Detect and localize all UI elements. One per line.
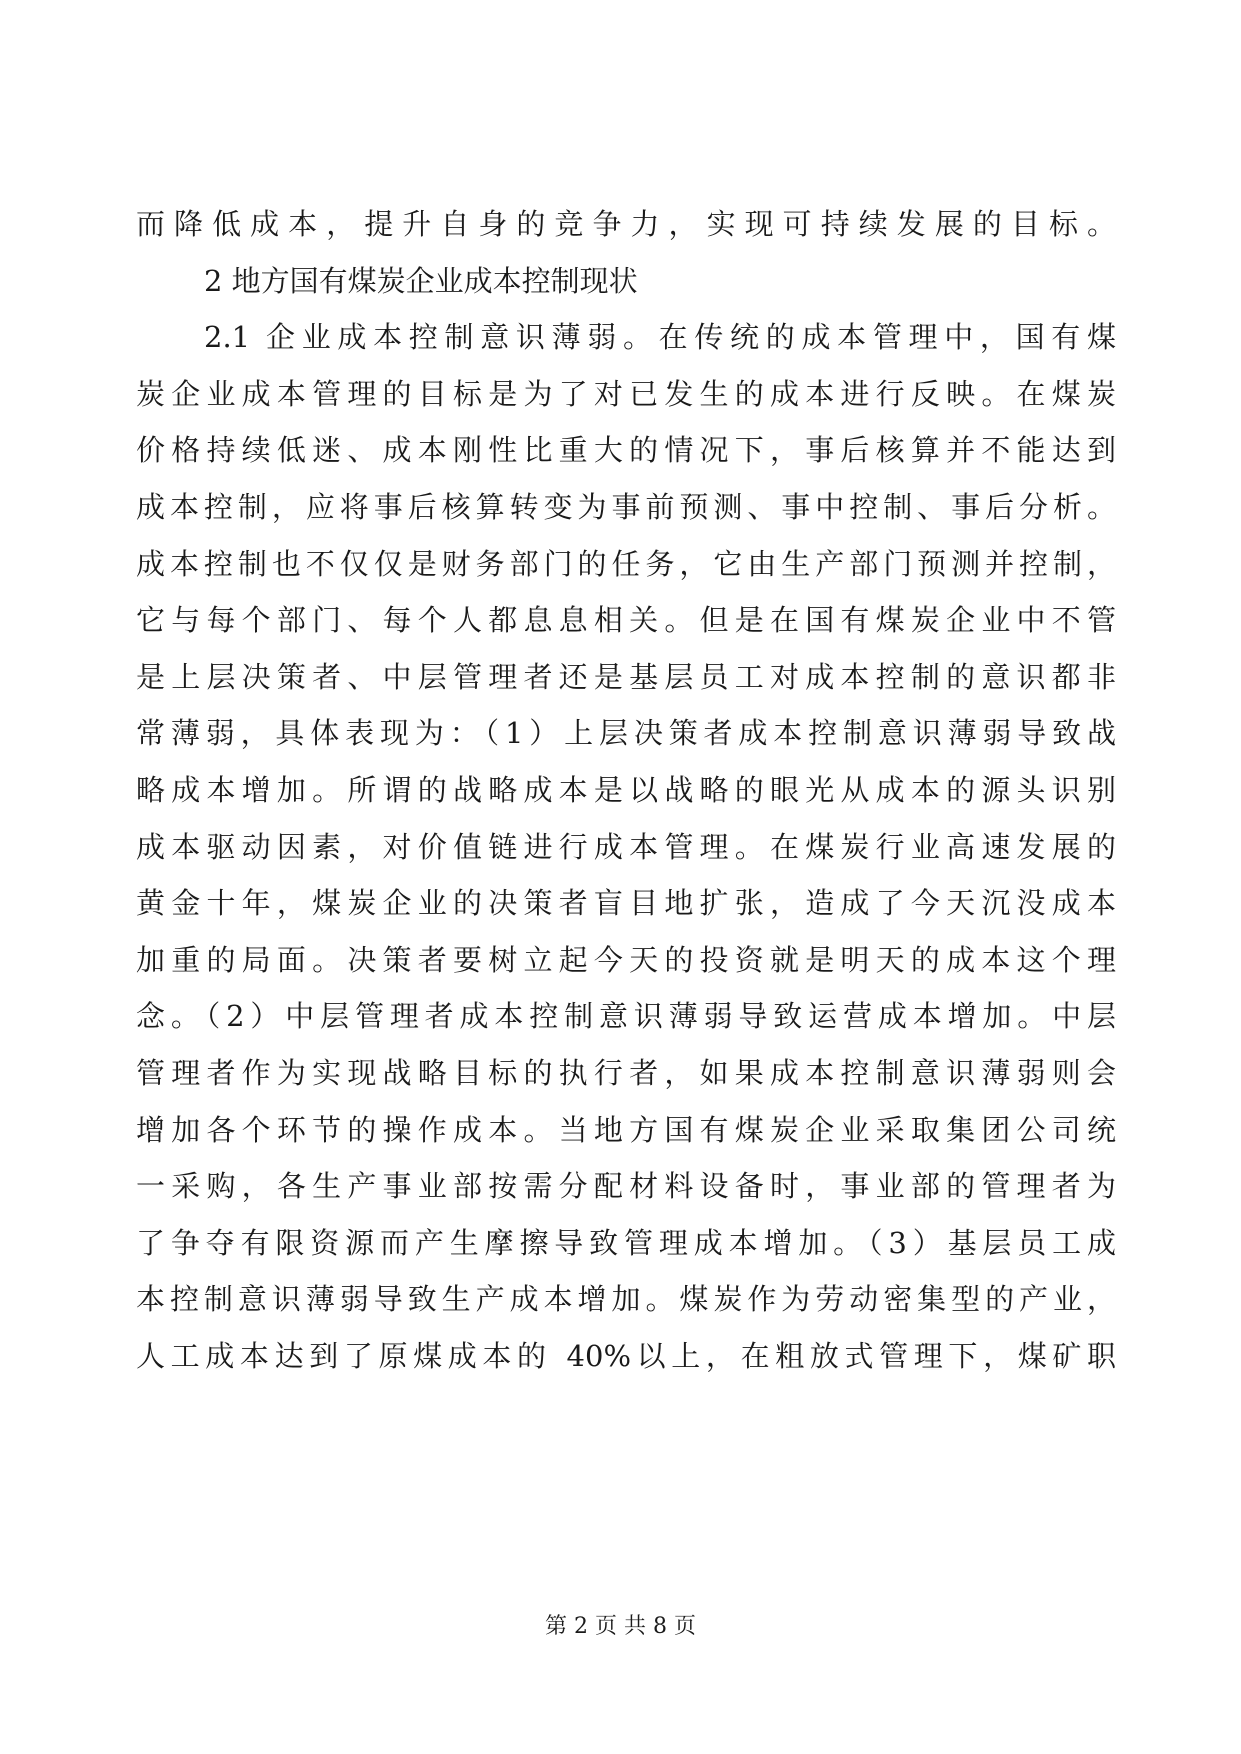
text-line: 管理者作为实现战略目标的执行者，如果成本控制意识薄弱则会	[136, 1055, 1116, 1090]
text-line: 成本控制，应将事后核算转变为事前预测、事中控制、事后分析。	[136, 489, 1116, 524]
text-line: 炭企业成本管理的目标是为了对已发生的成本进行反映。在煤炭	[136, 376, 1116, 411]
section-heading: 2 地方国有煤炭企业成本控制现状	[204, 263, 638, 298]
text-line: 念。（2）中层管理者成本控制意识薄弱导致运营成本增加。中层	[136, 999, 1116, 1034]
text-line: 增加各个环节的操作成本。当地方国有煤炭企业采取集团公司统	[136, 1112, 1116, 1147]
text-line: 一采购，各生产事业部按需分配材料设备时，事业部的管理者为	[136, 1169, 1116, 1204]
text-line: 人工成本达到了原煤成本的 40%以上，在粗放式管理下，煤矿职	[136, 1338, 1116, 1373]
text-line: 常薄弱，具体表现为：（1）上层决策者成本控制意识薄弱导致战	[136, 716, 1116, 751]
text-line: 成本控制也不仅仅是财务部门的任务，它由生产部门预测并控制，	[136, 546, 1116, 581]
text-line: 了争夺有限资源而产生摩擦导致管理成本增加。（3）基层员工成	[136, 1225, 1116, 1260]
text-line: 黄金十年，煤炭企业的决策者盲目地扩张，造成了今天沉没成本	[136, 886, 1116, 921]
subsection-paragraph-start: 2.1 企业成本控制意识薄弱。在传统的成本管理中，国有煤	[204, 320, 1116, 355]
page-number-footer: 第 2 页 共 8 页	[545, 1614, 696, 1639]
body-text	[136, 196, 1116, 1384]
text-line: 本控制意识薄弱导致生产成本增加。煤炭作为劳动密集型的产业，	[136, 1282, 1116, 1317]
text-line: 是上层决策者、中层管理者还是基层员工对成本控制的意识都非	[136, 659, 1116, 694]
text-line: 而降低成本，提升自身的竞争力，实现可持续发展的目标。	[136, 207, 1116, 241]
text-line: 成本驱动因素，对价值链进行成本管理。在煤炭行业高速发展的	[136, 829, 1116, 864]
text-line: 略成本增加。所谓的战略成本是以战略的眼光从成本的源头识别	[136, 772, 1116, 807]
text-line: 加重的局面。决策者要树立起今天的投资就是明天的成本这个理	[136, 942, 1116, 977]
text-line: 价格持续低迷、成本刚性比重大的情况下，事后核算并不能达到	[136, 433, 1116, 468]
text-line: 它与每个部门、每个人都息息相关。但是在国有煤炭企业中不管	[136, 603, 1116, 638]
